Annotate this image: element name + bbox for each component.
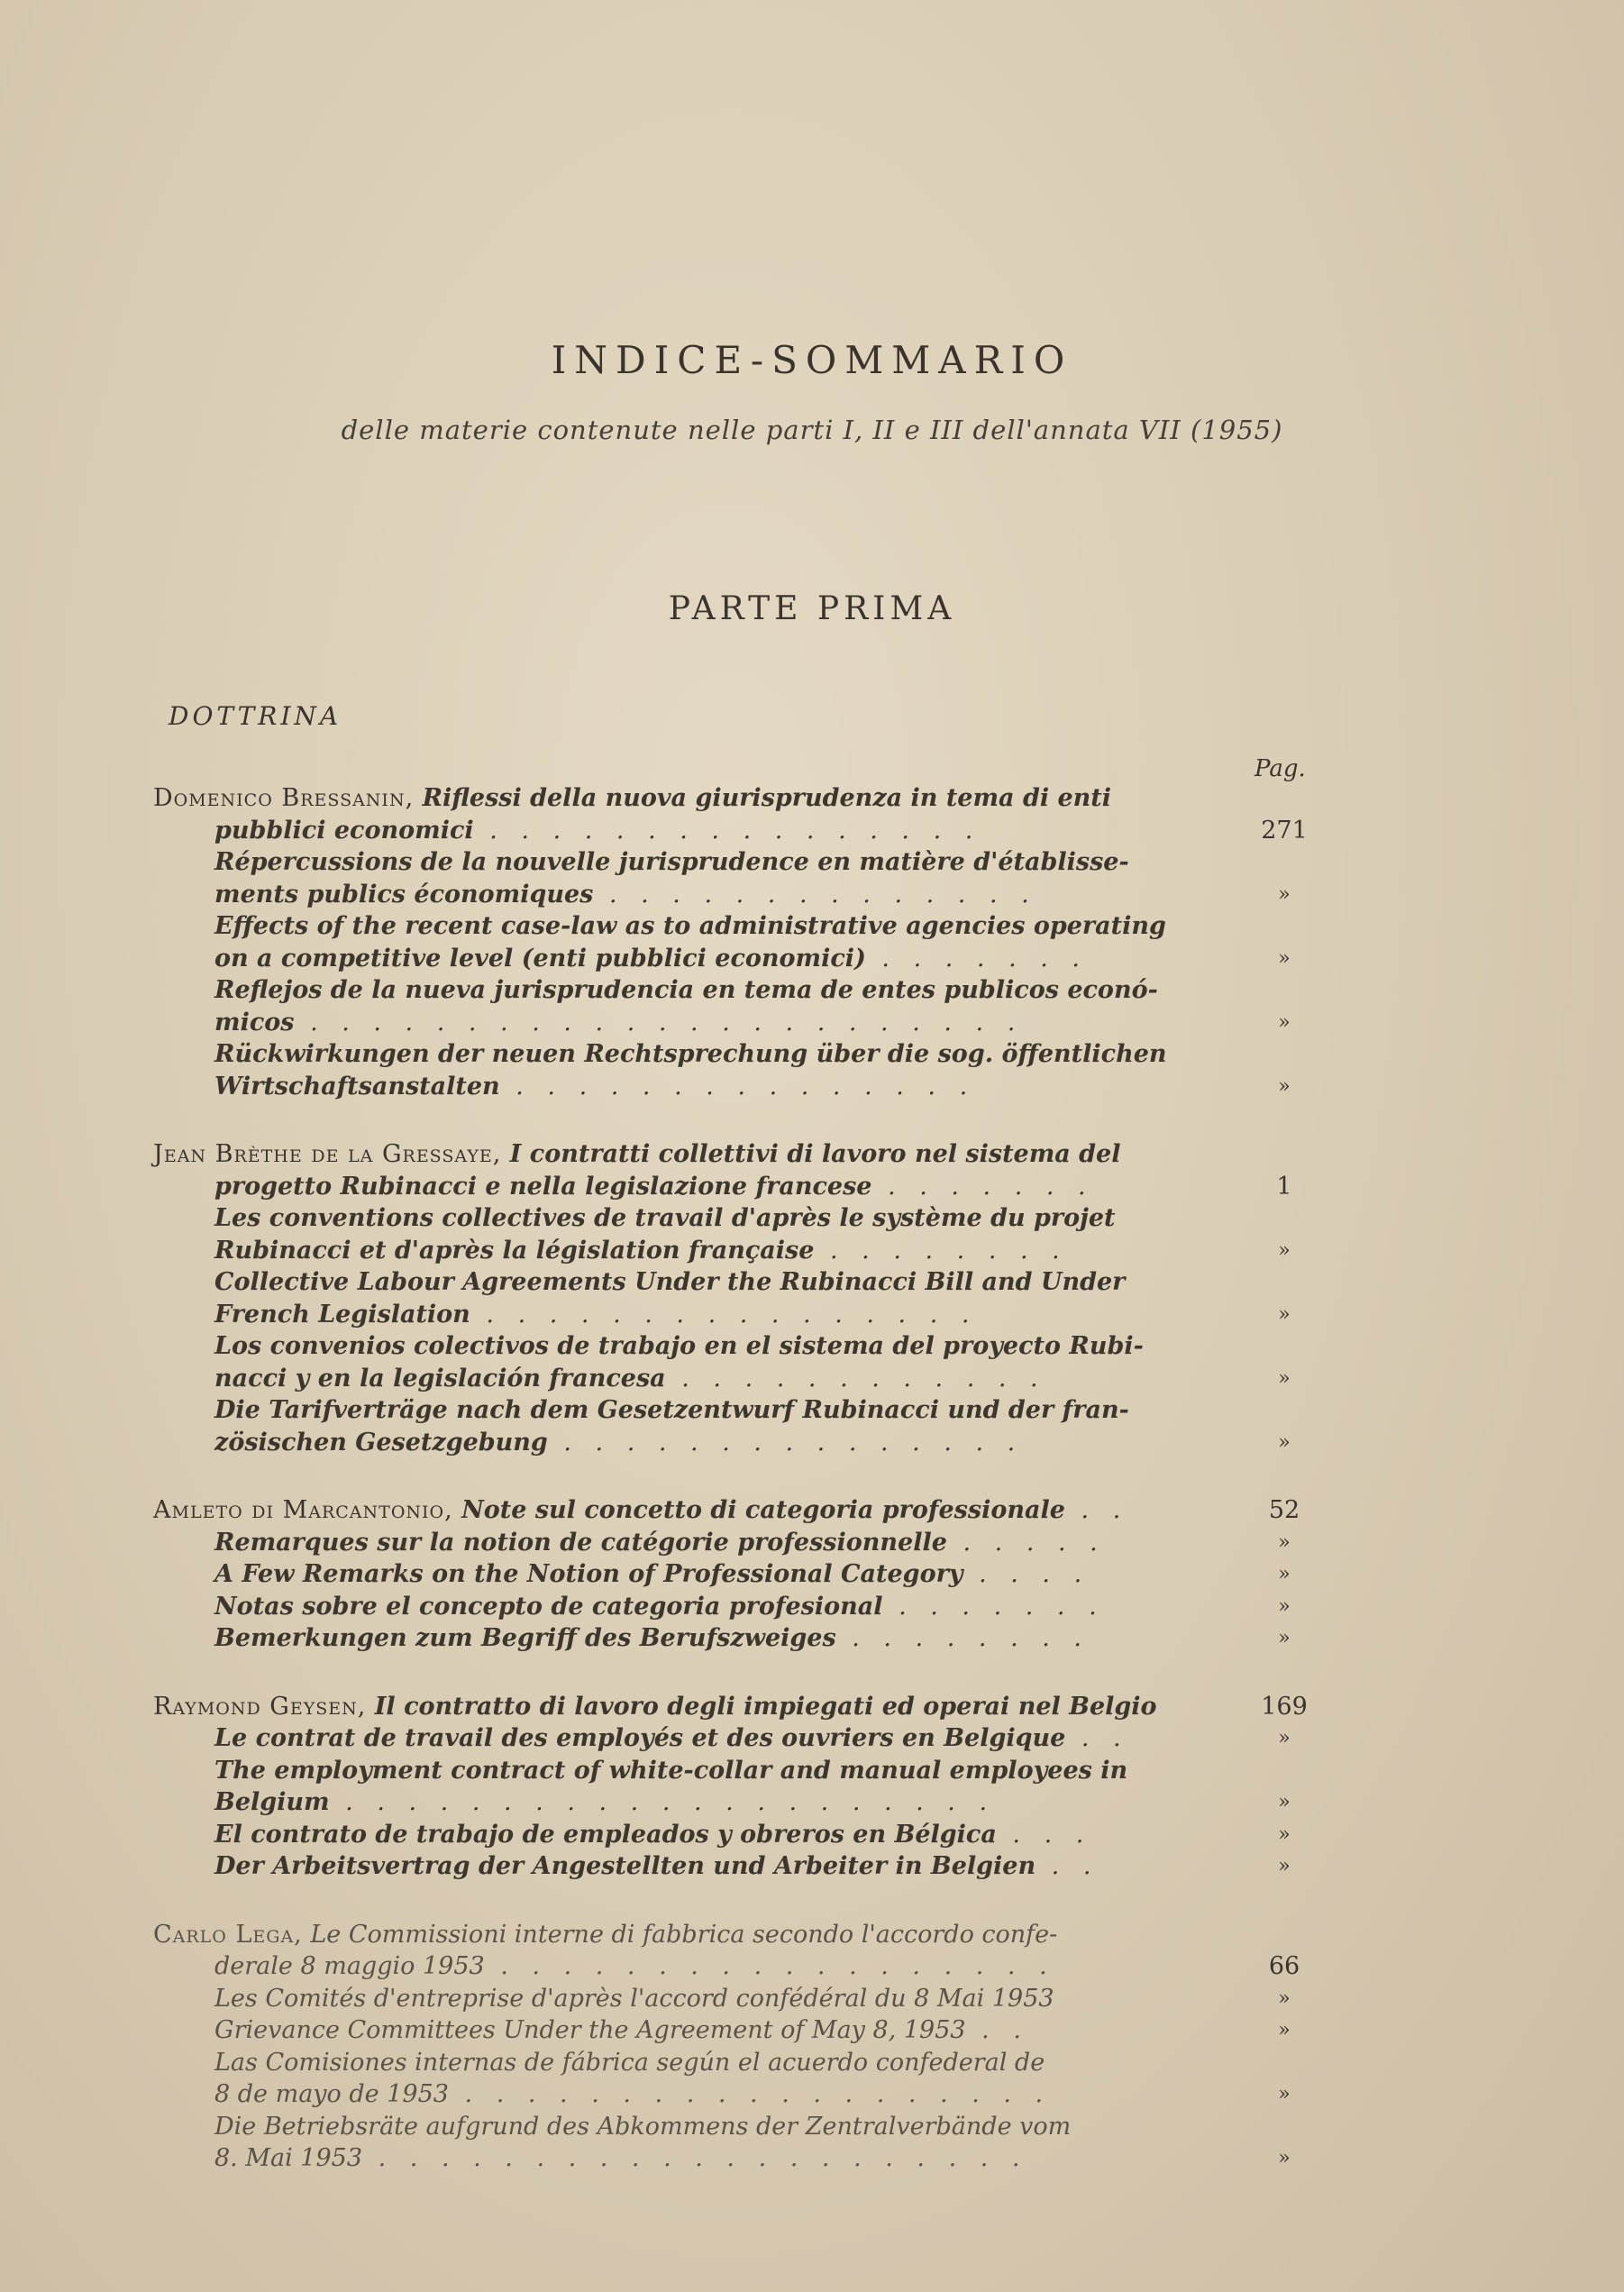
page-number: »: [1278, 1855, 1291, 1877]
entry-heading-line: [153, 1919, 1343, 1951]
entry-heading-line: [153, 1138, 1343, 1171]
page-number: »: [1278, 946, 1291, 970]
page-number: »: [1278, 2083, 1291, 2105]
entry-title-text: Der Arbeitsvertrag der Angestellten und Arbeiter in Belgien: [214, 1852, 1036, 1880]
entry-heading-line: [153, 782, 1343, 815]
entry-title-text: Répercussions de la nouvelle jurisprudence en matière d'établisse-: [214, 848, 1129, 876]
entry-translation-line: [153, 943, 1343, 975]
entry-translation-line: [153, 1622, 1343, 1655]
entry-translation-line: [153, 1755, 1343, 1787]
dot-leader: . . . . . . . . . . . . . . . . . . . . .: [362, 2144, 1028, 2172]
entry-title-text: 8. Mai 1953: [214, 2144, 363, 2172]
dot-leader: . . . .: [963, 1560, 1090, 1588]
entry-title-text: Bemerkungen zum Begriff des Berufszweiges: [214, 1624, 836, 1652]
entry-title-text: Los convenios colectivos de trabajo en el sistema del proyecto Rubi-: [214, 1332, 1144, 1360]
entry-translation-line: [153, 1330, 1343, 1363]
entry-title-text: on a competitive level (enti pubblici economici): [214, 944, 866, 973]
entry-translation-line: [153, 2142, 1343, 2175]
entry-title-text: ments publics économiques: [214, 880, 594, 909]
page-number: »: [1278, 1010, 1291, 1034]
page-number: »: [1278, 2147, 1291, 2169]
toc-entry: [153, 1919, 1343, 2175]
page-column-label: Pag.: [1254, 755, 1306, 782]
section-title: DOTTRINA: [169, 701, 342, 731]
dot-leader: . . . . . . . .: [814, 1236, 1068, 1265]
index-subtitle: delle materie contenute nelle parti I, II e III dell'annata VII (1955): [341, 415, 1283, 445]
entry-author: Amleto di Marcantonio,: [153, 1496, 453, 1524]
dot-leader: . . . . . . .: [865, 944, 1088, 973]
entry-author: Carlo Lega,: [153, 1920, 303, 1949]
page-number: »: [1278, 1627, 1291, 1649]
page-number: »: [1278, 1074, 1291, 1098]
entry-title-text: Note sul concetto di categoria professionale: [461, 1496, 1065, 1524]
entry-title-text: zösischen Gesetzgebung: [214, 1428, 548, 1456]
page-number: »: [1278, 1302, 1291, 1326]
entry-translation-line: [153, 2014, 1343, 2047]
toc-entries: [153, 782, 1343, 2211]
entry-title-text: Rubinacci et d'après la législation française: [214, 1236, 815, 1265]
entry-translation-line: [153, 1171, 1343, 1203]
entry-translation-line: [153, 1591, 1343, 1623]
entry-translation-line: [153, 815, 1343, 847]
entry-title-text: I contratti collettivi di lavoro nel sistema del: [509, 1140, 1121, 1168]
entry-title-text: Die Tarifverträge nach dem Gesetzentwurf Rubinacci und der fran-: [214, 1396, 1129, 1424]
dot-leader: . . .: [996, 1820, 1092, 1849]
dot-leader: . . . . . . .: [871, 1172, 1094, 1201]
entry-title-text: Collective Labour Agreements Under the Rubinacci Bill and Under: [214, 1268, 1126, 1296]
entry-title-text: Les conventions collectives de travail d'après le système du projet: [214, 1204, 1116, 1232]
entry-translation-line: [153, 1722, 1343, 1755]
entry-title-text: pubblici economici: [214, 816, 474, 845]
entry-translation-line: [153, 1950, 1343, 1983]
page-number: »: [1278, 1822, 1291, 1846]
entry-title-text: derale 8 maggio 1953: [214, 1952, 485, 1980]
dot-leader: . . . . . . . .: [835, 1624, 1090, 1652]
entry-title-text: Las Comisiones internas de fábrica según el acuerdo confederal de: [214, 2048, 1045, 2077]
dot-leader: . . . . . . . . . . . . . . . . . . .: [448, 2080, 1052, 2108]
entry-translation-line: [153, 1983, 1343, 2015]
entry-title-text: Les Comités d'entreprise d'après l'accord confédéral du 8 Mai 1953: [214, 1984, 1054, 2013]
page-number: »: [1278, 882, 1291, 906]
entry-title-text: Il contratto di lavoro degli impiegati ed operai nel Belgio: [374, 1692, 1157, 1721]
entry-author: Raymond Geysen,: [153, 1692, 367, 1721]
page-number: »: [1278, 2019, 1291, 2041]
entry-title-text: Die Betriebsräte aufgrund des Abkommens der Zentralverbände vom: [214, 2112, 1072, 2141]
entry-title-text: Rückwirkungen der neuen Rechtsprechung über die sog. öffentlichen: [214, 1040, 1167, 1068]
page-number: 66: [1268, 1952, 1300, 1980]
index-title: INDICE-SOMMARIO: [551, 338, 1073, 382]
entry-title-text: 8 de mayo de 1953: [214, 2080, 449, 2108]
entry-translation-line: [153, 879, 1343, 911]
entry-author: Domenico Bressanin,: [153, 784, 415, 812]
page-number: »: [1278, 1791, 1291, 1813]
entry-title-text: micos: [214, 1008, 295, 1036]
page-number: 271: [1261, 816, 1308, 845]
dot-leader: . .: [965, 2016, 1029, 2044]
dot-leader: . . . . . . . . . . . . . . . .: [473, 816, 981, 845]
entry-title-text: El contrato de trabajo de empleados y obreros en Bélgica: [214, 1820, 997, 1849]
page-number: »: [1278, 1238, 1291, 1262]
entry-title-text: Le contrat de travail des employés et des ouvriers en Belgique: [214, 1724, 1066, 1752]
dot-leader: . . . . . . .: [882, 1592, 1105, 1621]
dot-leader: . . . . . . . . . . . . . . .: [547, 1428, 1024, 1456]
entry-translation-line: [153, 2111, 1343, 2143]
entry-translation-line: [153, 1427, 1343, 1459]
page-number: »: [1278, 1594, 1291, 1618]
dot-leader: . . . . . . . . . . . . . . . . . . . . . . .: [294, 1008, 1024, 1036]
entry-translation-line: [153, 2078, 1343, 2111]
dot-leader: . . . . . . . . . . . . . .: [593, 880, 1037, 909]
toc-entry: [153, 1691, 1343, 1883]
entry-translation-line: [153, 2047, 1343, 2079]
entry-translation-line: [153, 846, 1343, 879]
page-number: »: [1278, 1563, 1291, 1585]
dot-leader: . . . . . . . . . . . .: [665, 1364, 1046, 1393]
entry-title-text: progetto Rubinacci e nella legislazione francese: [214, 1172, 872, 1201]
entry-translation-line: [153, 1394, 1343, 1427]
entry-translation-line: [153, 1202, 1343, 1235]
entry-translation-line: [153, 1299, 1343, 1331]
entry-translation-line: [153, 1363, 1343, 1395]
entry-title-text: Grievance Committees Under the Agreement of May 8, 1953: [214, 2016, 966, 2044]
entry-title-text: A Few Remarks on the Notion of Professional Category: [214, 1560, 963, 1588]
entry-translation-line: [153, 1819, 1343, 1851]
entry-translation-line: [153, 1071, 1343, 1103]
dot-leader: . .: [1064, 1496, 1129, 1524]
dot-leader: . . . . .: [946, 1528, 1106, 1557]
page-number: 169: [1261, 1692, 1308, 1721]
dot-leader: . .: [1065, 1724, 1129, 1752]
dot-leader: . . . . . . . . . . . . . . . . . . . . .: [329, 1788, 996, 1816]
toc-entry: [153, 1138, 1343, 1458]
dot-leader: . .: [1036, 1852, 1099, 1880]
entry-translation-line: [153, 1266, 1343, 1299]
page-number: »: [1278, 1986, 1291, 2010]
entry-translation-line: [153, 1786, 1343, 1819]
entry-title-text: Notas sobre el concepto de categoria profesional: [214, 1592, 883, 1621]
entry-title-text: The employment contract of white-collar and manual employees in: [214, 1756, 1128, 1785]
entry-title-text: Effects of the recent case-law as to administrative agencies operating: [214, 912, 1166, 940]
entry-translation-line: [153, 1235, 1343, 1267]
page-number: 52: [1268, 1496, 1300, 1524]
entry-translation-line: [153, 974, 1343, 1007]
entry-title-text: French Legislation: [214, 1300, 470, 1329]
entry-title-text: Wirtschaftsanstalten: [214, 1072, 500, 1100]
entry-translation-line: [153, 910, 1343, 943]
entry-title-text: Riflessi della nuova giurisprudenza in tema di enti: [422, 784, 1112, 812]
dot-leader: . . . . . . . . . . . . . . . . . .: [484, 1952, 1055, 1980]
page-number: »: [1278, 1530, 1291, 1554]
page-number: 1: [1276, 1172, 1292, 1201]
entry-title-text: Le Commissioni interne di fabbrica secondo l'accordo confe-: [310, 1920, 1058, 1949]
entry-translation-line: [153, 1007, 1343, 1039]
toc-entry: [153, 782, 1343, 1102]
entry-title-text: Remarques sur la notion de catégorie professionnelle: [214, 1528, 947, 1557]
entry-author: Jean Brèthe de la Gressaye,: [153, 1140, 502, 1168]
entry-title-text: Belgium: [214, 1788, 330, 1816]
entry-heading-line: [153, 1494, 1343, 1527]
entry-translation-line: [153, 1038, 1343, 1071]
entry-translation-line: [153, 1527, 1343, 1559]
entry-translation-line: [153, 1850, 1343, 1883]
page-number: »: [1278, 1366, 1291, 1390]
entry-translation-line: [153, 1558, 1343, 1591]
entry-title-text: nacci y en la legislación francesa: [214, 1364, 666, 1393]
page-number: »: [1278, 1430, 1291, 1454]
entry-heading-line: [153, 1691, 1343, 1723]
dot-leader: . . . . . . . . . . . . . . .: [499, 1072, 976, 1100]
part-title: PARTE PRIMA: [668, 590, 956, 627]
page-number: »: [1278, 1727, 1291, 1749]
entry-title-text: Reflejos de la nueva jurisprudencia en tema de entes publicos econó-: [214, 976, 1158, 1004]
dot-leader: . . . . . . . . . . . . . . . .: [470, 1300, 978, 1329]
toc-entry: [153, 1494, 1343, 1655]
